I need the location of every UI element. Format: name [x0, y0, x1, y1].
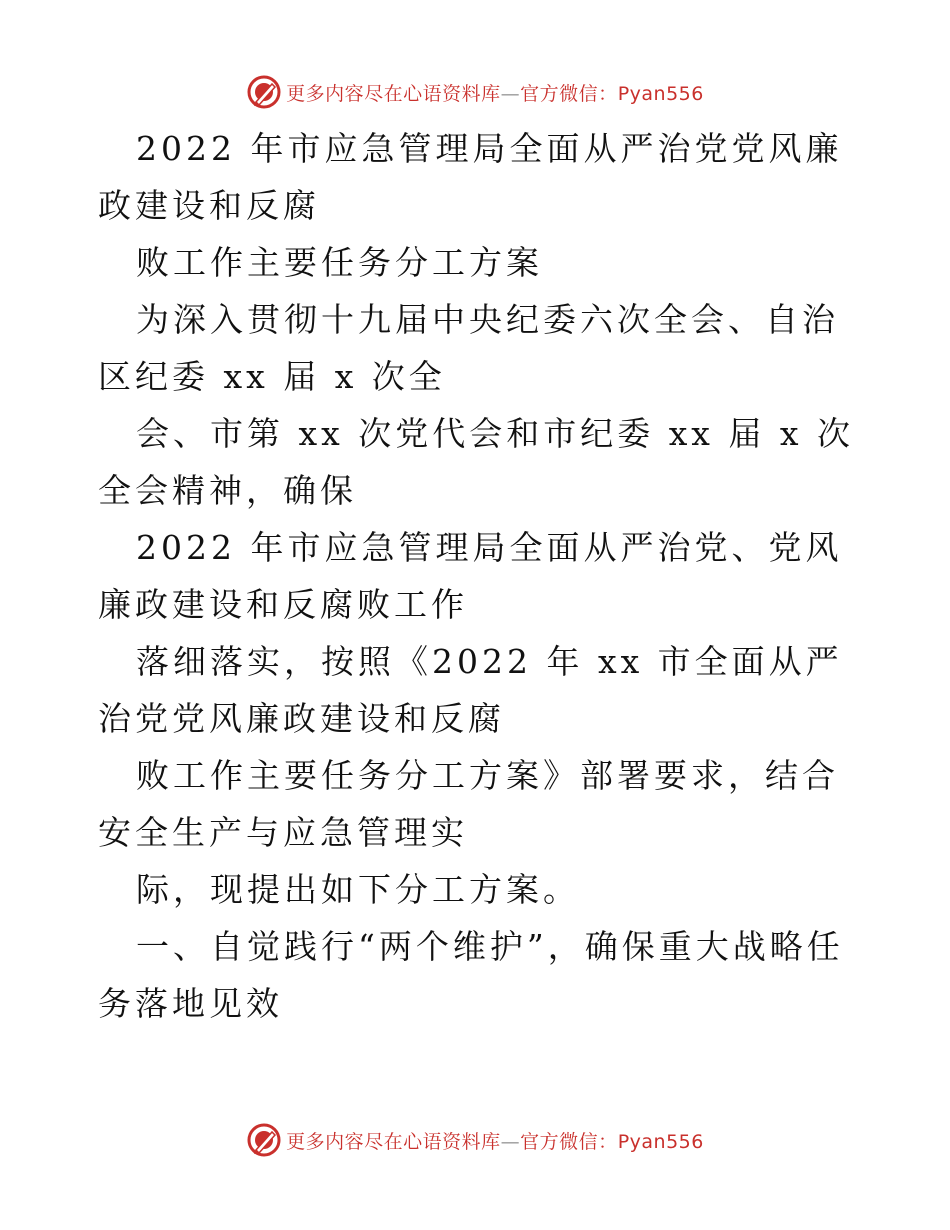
watermark-account: Pyan556	[617, 1130, 704, 1153]
pen-logo-icon	[246, 1122, 282, 1158]
watermark-text: 更多内容尽在心语资料库	[286, 1130, 501, 1153]
footer-watermark	[0, 1120, 950, 1160]
doc-paragraph-9: 一、自觉践行“两个维护”，确保重大战略任务落地见效	[98, 927, 844, 1023]
watermark-account-label: 官方微信：	[520, 1130, 618, 1153]
doc-paragraph-4: 会、市第 xx 次党代会和市纪委 xx 届 x 次全会精神，确保	[98, 414, 854, 510]
doc-paragraph-2: 败工作主要任务分工方案	[136, 243, 543, 282]
doc-paragraph-5: 2022 年市应急管理局全面从严治党、党风廉政建设和反腐败工作	[98, 528, 843, 624]
header-watermark	[0, 72, 950, 112]
watermark-text: 更多内容尽在心语资料库	[286, 82, 501, 105]
pen-logo-icon	[246, 74, 282, 110]
document-body	[98, 120, 858, 1032]
watermark-dash: —	[500, 82, 521, 105]
doc-paragraph-6: 落细落实，按照《2022 年 xx 市全面从严治党党风廉政建设和反腐	[98, 642, 843, 738]
doc-paragraph-3: 为深入贯彻十九届中央纪委六次全会、自治区纪委 xx 届 x 次全	[98, 300, 839, 396]
doc-paragraph-8: 际，现提出如下分工方案。	[136, 870, 580, 909]
doc-paragraph-7: 败工作主要任务分工方案》部署要求，结合安全生产与应急管理实	[98, 756, 839, 852]
watermark-account: Pyan556	[617, 82, 704, 105]
watermark-account-label: 官方微信：	[520, 82, 618, 105]
doc-paragraph-1: 2022 年市应急管理局全面从严治党党风廉政建设和反腐	[98, 129, 843, 225]
watermark-dash: —	[500, 1130, 521, 1153]
